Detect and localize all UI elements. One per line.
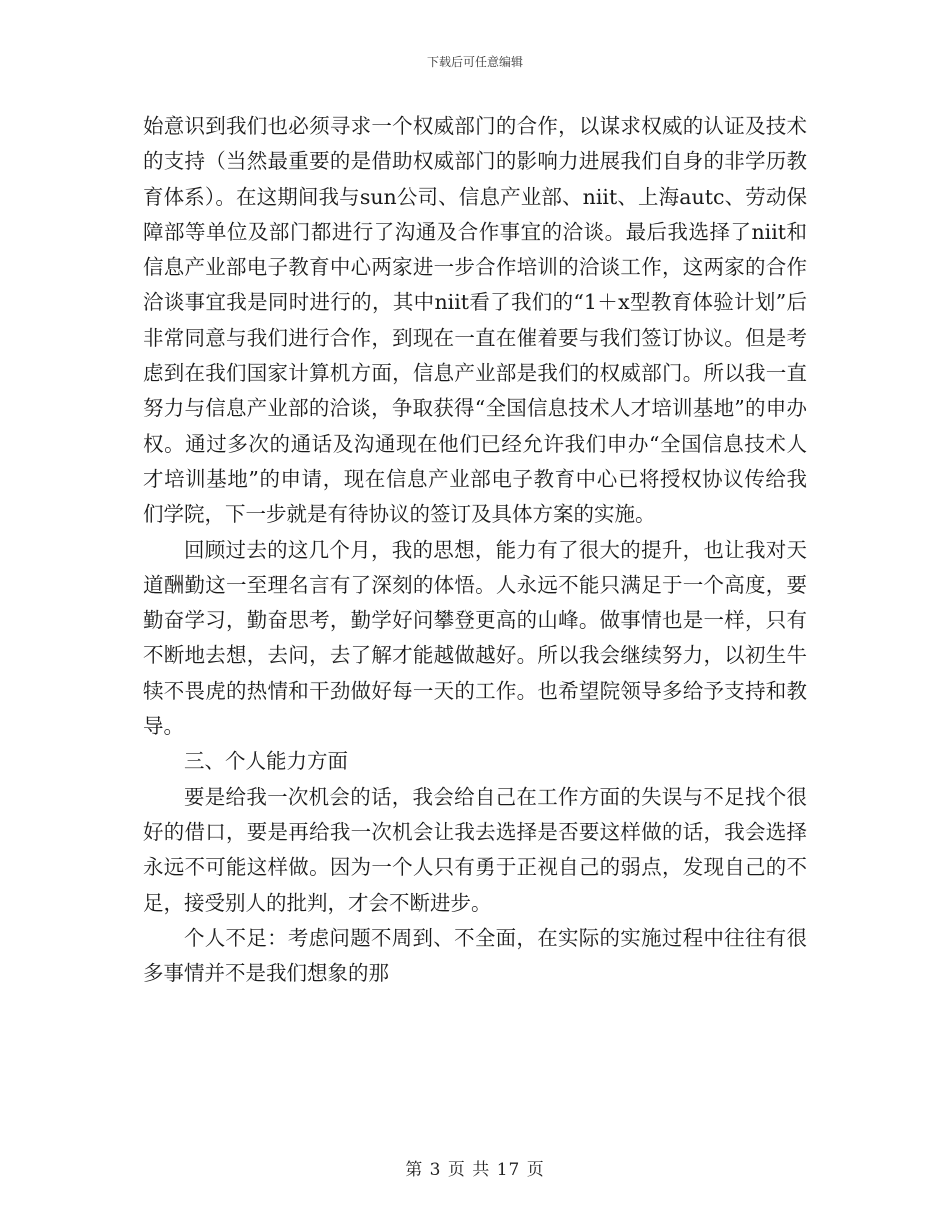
section-heading-personal-ability: 三、个人能力方面 [184, 749, 348, 774]
paragraph-continuation: 始意识到我们也必须寻求一个权威部门的合作，以谋求权威的认证及技术的支持（当然最重要的是借助权威部门的影响力进展我们自身的非学历教育体系）。在这期间我与sun公司、信息产业部、niit、上海autc、劳动保障部等单位及部门都进行了沟通及合作事宜的洽谈。最后我选择了niit和信息产业部电子教育中心两家进一步合作培训的洽谈工作，这两家的合作洽谈事宜我是同时进行的，其中niit看了我们的“1＋x型教育体验计划”后非常同意与我们进行合作，到现在一直在催着要与我们签订协议。但是考虑到在我们国家计算机方面，信息产业部是我们的权威部门。所以我一直努力与信息产业部的洽谈，争取获得“全国信息技术人才培训基地”的申办权。通过多次的通话及沟通现在他们已经允许我们申办“全国信息技术人才培训基地”的申请，现在信息产业部电子教育中心已将授权协议传给我们学院，下一步就是有待协议的签订及具体方案的实施。 [143, 114, 807, 527]
paragraph-second-chance: 要是给我一次机会的话，我会给自己在工作方面的失误与不足找个很好的借口，要是再给我一次机会让我去选择是否要这样做的话，我会选择永远不可能这样做。因为一个人只有勇于正视自己的弱点，发现自己的不足，接受别人的批判，才会不断进步。 [143, 784, 807, 915]
page-number: 第 3 页 共 17 页 [405, 1160, 545, 1180]
page-header: 下载后可任意编辑 [426, 55, 523, 69]
paragraph-reflection: 回顾过去的这几个月，我的思想，能力有了很大的提升，也让我对天道酬勤这一至理名言有了深刻的体悟。人永远不能只满足于一个高度，要勤奋学习，勤奋思考，勤学好问攀登更高的山峰。做事情也是一样，只有不断地去想，去问，去了解才能越做越好。所以我会继续努力，以初生牛犊不畏虎的热情和干劲做好每一天的工作。也希望院领导多给予支持和教导。 [143, 537, 807, 739]
document-body [143, 109, 807, 991]
paragraph-shortcomings: 个人不足：考虑问题不周到、不全面，在实际的实施过程中往往有很多事情并不是我们想象的那 [143, 925, 807, 986]
